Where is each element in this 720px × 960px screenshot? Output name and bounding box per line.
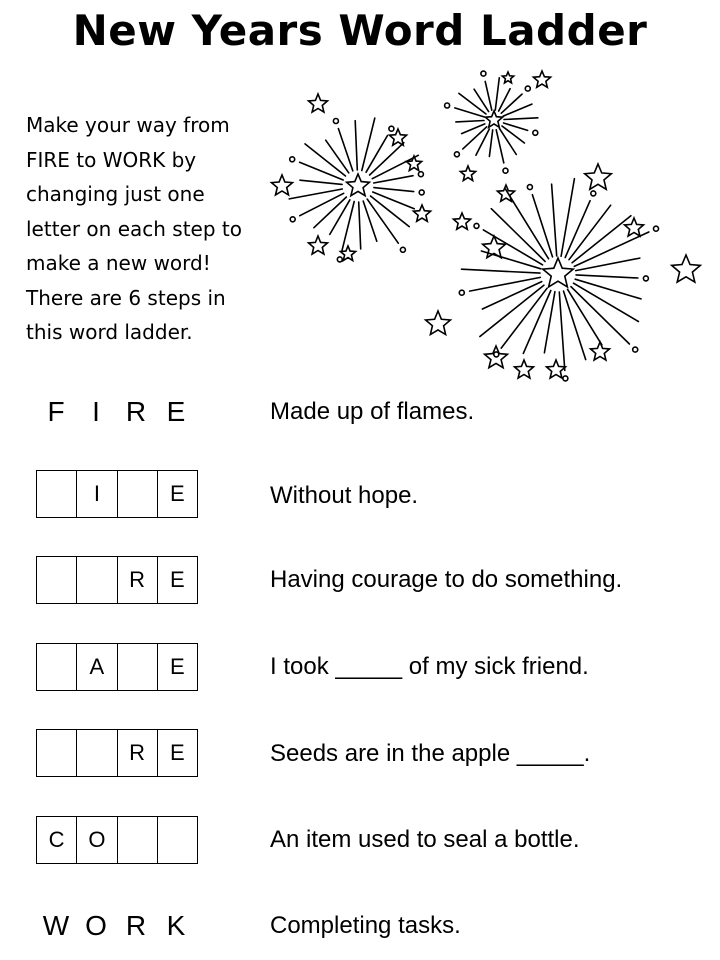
letter-cell[interactable]: E (170, 654, 185, 679)
clue-end: Completing tasks. (270, 912, 461, 939)
letter-cell[interactable]: E (170, 740, 185, 765)
letter-cell[interactable]: I (77, 471, 117, 517)
letter-cell[interactable]: C (37, 817, 77, 863)
instruction-line: FIRE to WORK by (26, 147, 197, 172)
letter: F (47, 396, 65, 427)
letter-cell[interactable]: R (118, 557, 158, 603)
letter-cell[interactable] (77, 557, 117, 603)
letter: R (125, 910, 147, 941)
instruction-line: make a new word! (26, 251, 211, 275)
instruction-line: this word ladder. (26, 320, 193, 344)
letter-cell[interactable]: O (77, 817, 117, 863)
end-word (36, 910, 198, 946)
ladder-step-5[interactable] (36, 816, 198, 864)
letter: R (125, 396, 147, 427)
letter-cell[interactable]: A (77, 644, 117, 690)
clue-step-1: Without hope. (270, 482, 419, 509)
letter-cell[interactable] (118, 817, 158, 863)
clue-step-5: An item used to seal a bottle. (270, 826, 580, 853)
letter-cell[interactable] (37, 730, 77, 776)
ladder-step-2[interactable] (36, 556, 198, 604)
ladder-step-3[interactable] (36, 643, 198, 691)
instruction-line: There are 6 steps in (26, 285, 226, 310)
letter-cell[interactable]: E (170, 481, 185, 506)
letter-cell[interactable] (37, 557, 77, 603)
letter-cell[interactable] (77, 730, 117, 776)
letter-cell[interactable] (118, 471, 158, 517)
letter-cell[interactable] (118, 644, 158, 690)
letter: I (92, 396, 100, 427)
letter-cell[interactable] (37, 644, 77, 690)
fireworks-illustration-icon (262, 68, 720, 398)
letter-cell[interactable] (158, 817, 197, 863)
clue-step-3: I took _____ of my sick friend. (270, 653, 589, 680)
start-word (36, 396, 198, 432)
clue-step-2: Having courage to do something. (270, 566, 623, 593)
letter: E (166, 396, 186, 427)
clue-start: Made up of flames. (270, 398, 475, 425)
instruction-line: changing just one (26, 182, 205, 206)
letter: O (85, 910, 107, 941)
ladder-step-1[interactable] (36, 470, 198, 518)
instructions (26, 108, 286, 350)
instruction-line: Make your way from (26, 113, 230, 137)
letter-cell[interactable]: E (170, 567, 185, 592)
letter: W (42, 910, 70, 941)
letter-cell[interactable]: R (118, 730, 158, 776)
ladder-step-4[interactable] (36, 729, 198, 777)
letter: K (166, 910, 186, 941)
letter-cell[interactable] (37, 471, 77, 517)
clue-step-4: Seeds are in the apple _____. (270, 740, 591, 767)
instruction-line: letter on each step to (26, 216, 242, 241)
worksheet-title: New Years Word Ladder (72, 6, 648, 55)
